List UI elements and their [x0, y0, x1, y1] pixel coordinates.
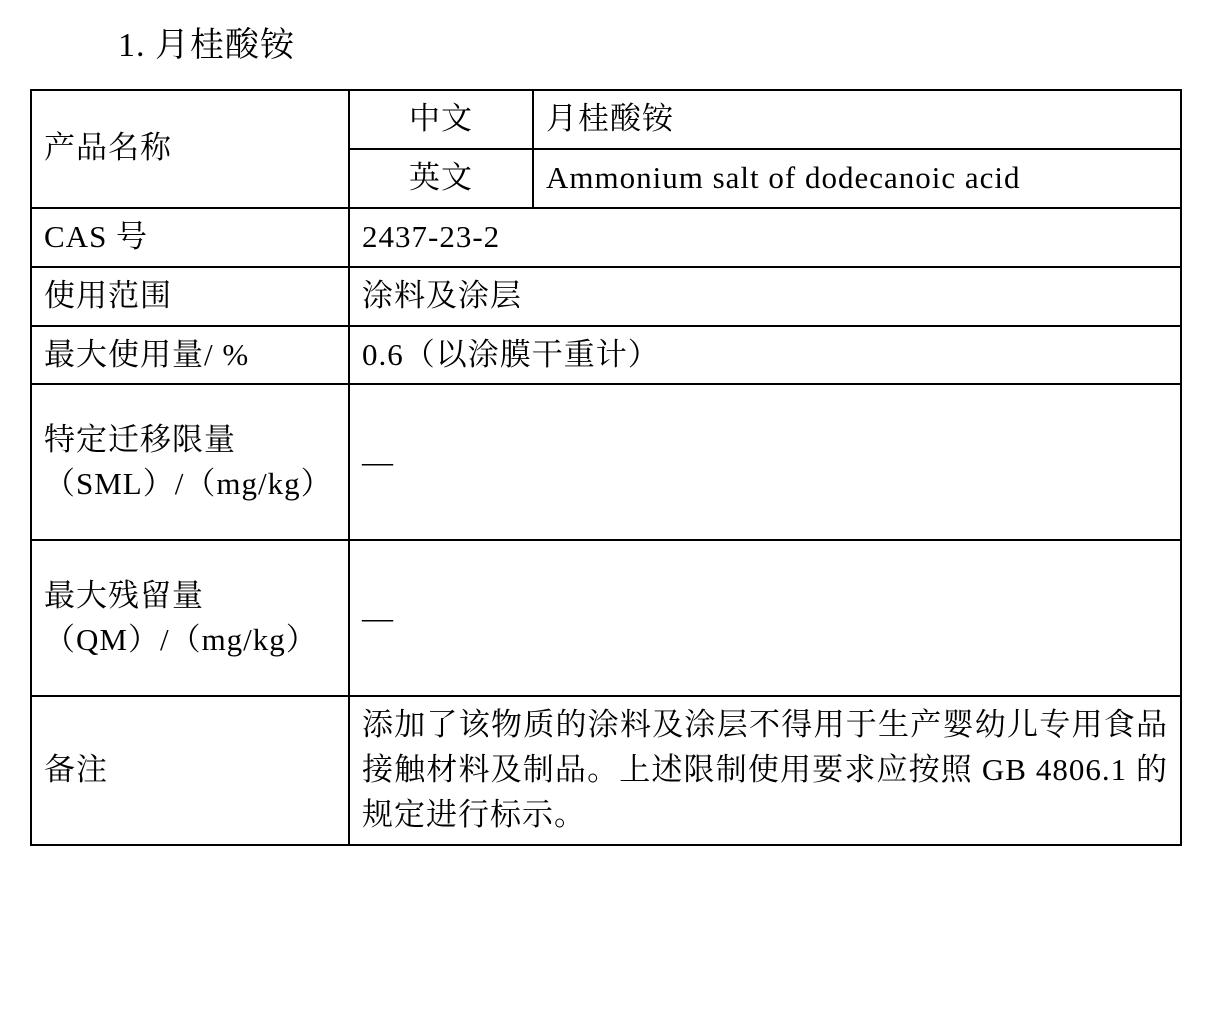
row-label-scope-of-use: 使用范围 — [31, 267, 349, 326]
row-label-qm-line2: （QM）/（mg/kg） — [44, 622, 318, 658]
row-label-cas-number: CAS 号 — [31, 208, 349, 267]
value-product-name-english: Ammonium salt of dodecanoic acid — [533, 149, 1181, 208]
table-row — [31, 326, 1181, 385]
value-remark: 添加了该物质的涂料及涂层不得用于生产婴幼儿专用食品接触材料及制品。上述限制使用要求应按照 GB 4806.1 的规定进行标示。 — [349, 696, 1181, 845]
row-label-remark: 备注 — [31, 696, 349, 845]
sub-label-chinese: 中文 — [349, 90, 533, 149]
document-page — [0, 26, 1220, 1026]
table-row — [31, 267, 1181, 326]
table-row — [31, 384, 1181, 540]
table-row — [31, 90, 1181, 149]
value-scope-of-use: 涂料及涂层 — [349, 267, 1181, 326]
row-label-qm-line1: 最大残留量 — [44, 577, 204, 613]
row-label-product-name: 产品名称 — [31, 90, 349, 208]
table-row — [31, 540, 1181, 696]
row-label-max-usage: 最大使用量/ % — [31, 326, 349, 385]
substance-spec-table — [30, 89, 1182, 847]
row-label-sml-line1: 特定迁移限量 — [44, 421, 236, 457]
row-label-sml-line2: （SML）/（mg/kg） — [44, 466, 333, 502]
page-title: 1. 月桂酸铵 — [118, 27, 295, 64]
value-product-name-chinese: 月桂酸铵 — [533, 90, 1181, 149]
value-cas-number: 2437-23-2 — [349, 208, 1181, 267]
value-qm: — — [349, 540, 1181, 696]
table-row — [31, 696, 1181, 845]
value-sml: — — [349, 384, 1181, 540]
row-label-sml — [31, 384, 349, 540]
value-max-usage: 0.6（以涂膜干重计） — [349, 326, 1181, 385]
table-row — [31, 208, 1181, 267]
sub-label-english: 英文 — [349, 149, 533, 208]
row-label-qm — [31, 540, 349, 696]
